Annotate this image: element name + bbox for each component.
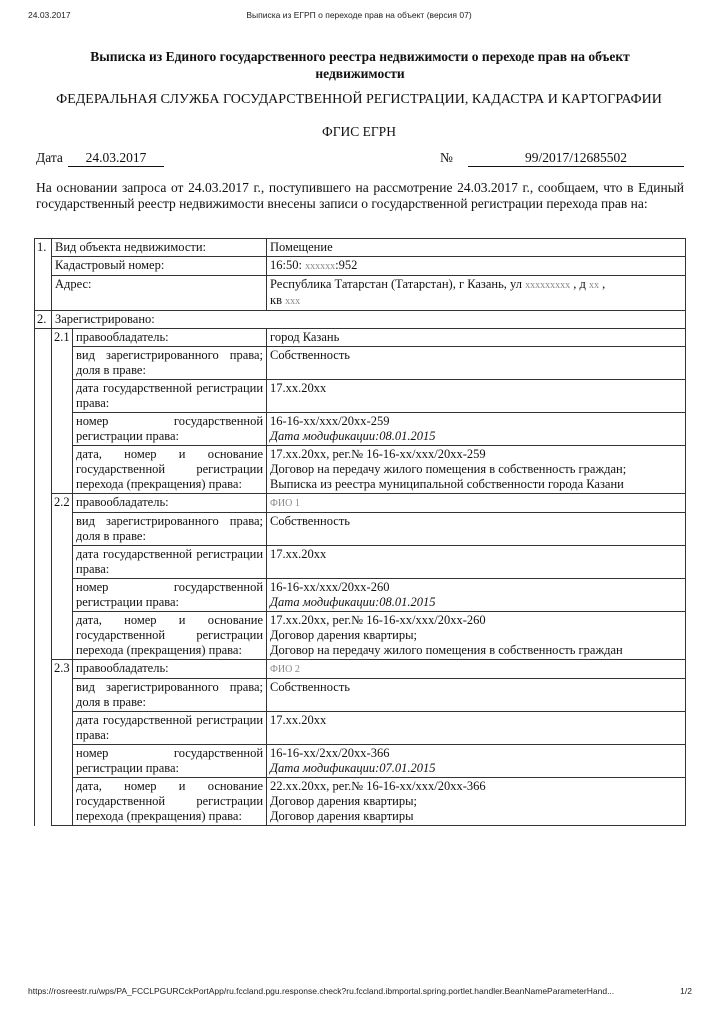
field-label: Кадастровый номер: [52, 257, 267, 276]
cadastral-value [267, 257, 686, 276]
modification-date: Дата модификации:08.01.2015 [270, 595, 436, 609]
reg-number-value: 16-16-xx/xxx/20xx-260 [270, 580, 390, 594]
basis-cell [267, 446, 686, 494]
cadastral-row [35, 257, 686, 276]
field-label: правообладатель: [73, 329, 267, 347]
basis-document: Договор на передачу жилого помещения в собственность граждан; [270, 462, 627, 476]
agency-name: ФЕДЕРАЛЬНАЯ СЛУЖБА ГОСУДАРСТВЕННОЙ РЕГИСТРАЦИИ, КАДАСТРА И КАРТОГРАФИИ [56, 92, 662, 107]
right-type-row [35, 679, 686, 712]
date-value: 24.03.2017 [68, 150, 164, 167]
reg-date-row [35, 712, 686, 745]
field-label: дата, номер и основание государственной регистрации перехода (прекращения) права: [73, 612, 267, 660]
field-label: номер государственной регистрации права: [73, 413, 267, 446]
basis-document: Договор на передачу жилого помещения в собственность граждан [270, 643, 623, 657]
field-label: правообладатель: [73, 660, 267, 679]
holder-value: город Казань [267, 329, 686, 347]
number-value: 99/2017/12685502 [468, 150, 684, 167]
print-date: 24.03.2017 [28, 10, 71, 20]
print-footer [0, 986, 718, 1000]
modification-date: Дата модификации:07.01.2015 [270, 761, 436, 775]
field-label: номер государственной регистрации права: [73, 745, 267, 778]
cadastral-prefix: 16:50: [270, 258, 302, 272]
date-label: Дата [36, 150, 63, 165]
object-type-row [35, 239, 686, 257]
masked-name: ФИО 1 [270, 498, 300, 509]
reg-number-row [35, 413, 686, 446]
masked-text: xxx [285, 296, 301, 307]
reg-number-value: 16-16-xx/xxx/20xx-259 [270, 414, 390, 428]
registered-header-row [35, 311, 686, 329]
number-label: № [440, 150, 453, 165]
field-label: дата государственной регистрации права: [73, 712, 267, 745]
basis-document: Договор дарения квартиры; [270, 628, 417, 642]
intro-text: На основании запроса от 24.03.2017 г., поступившего на рассмотрение 24.03.2017 г., сообщаем, что в Единый государственный реестр недвижимости внесены записи о государственной регистрации перехода прав на: [36, 180, 684, 211]
address-text: Республика Татарстан (Татарстан), г Казань, ул [270, 277, 522, 291]
basis-line: 17.xx.20xx, рег.№ 16-16-xx/xxx/20xx-259 [270, 447, 486, 461]
section-number: 2. [35, 311, 52, 329]
field-label: дата государственной регистрации права: [73, 546, 267, 579]
basis-line: 22.xx.20xx, рег.№ 16-16-xx/xxx/20xx-366 [270, 779, 486, 793]
field-label: Вид объекта недвижимости: [52, 239, 267, 257]
cadastral-suffix: :952 [335, 258, 358, 272]
holder-row [35, 660, 686, 679]
basis-line: 17.xx.20xx, рег.№ 16-16-xx/xxx/20xx-260 [270, 613, 486, 627]
reg-number-row [35, 745, 686, 778]
masked-text: xxxxxx [305, 261, 336, 272]
basis-row [35, 446, 686, 494]
print-title: Выписка из ЕГРП о переходе прав на объект (версия 07) [246, 10, 472, 20]
print-header [0, 10, 718, 24]
entry-number: 2.3 [52, 660, 73, 826]
field-label: Адрес: [52, 276, 267, 311]
holder-row [35, 494, 686, 513]
basis-cell [267, 778, 686, 826]
section-label: Зарегистрировано: [52, 311, 686, 329]
reg-date-value: 17.xx.20xx [267, 380, 686, 413]
basis-row [35, 612, 686, 660]
reg-number-cell [267, 413, 686, 446]
reg-number-value: 16-16-xx/2xx/20xx-366 [270, 746, 390, 760]
system-name: ФГИС ЕГРН [322, 124, 396, 139]
reg-number-cell [267, 579, 686, 612]
reg-date-row [35, 380, 686, 413]
modification-date: Дата модификации:08.01.2015 [270, 429, 436, 443]
holder-row [35, 329, 686, 347]
rights-table [34, 238, 686, 826]
field-label: правообладатель: [73, 494, 267, 513]
right-type-row [35, 347, 686, 380]
field-label: номер государственной регистрации права: [73, 579, 267, 612]
basis-document: Выписка из реестра муниципальной собственности города Казани [270, 477, 624, 491]
reg-date-value: 17.xx.20xx [267, 546, 686, 579]
right-type-value: Собственность [267, 679, 686, 712]
right-type-value: Собственность [267, 513, 686, 546]
right-type-value: Собственность [267, 347, 686, 380]
holder-value [267, 494, 686, 513]
page-number: 1/2 [680, 986, 692, 996]
entry-number: 2.1 [52, 329, 73, 494]
reg-date-row [35, 546, 686, 579]
address-value [267, 276, 686, 311]
basis-cell [267, 612, 686, 660]
right-type-row [35, 513, 686, 546]
address-row [35, 276, 686, 311]
reg-number-row [35, 579, 686, 612]
entry-number: 2.2 [52, 494, 73, 660]
address-text: кв [270, 293, 282, 307]
basis-row [35, 778, 686, 826]
basis-document: Договор дарения квартиры [270, 809, 414, 823]
masked-text: xxxxxxxxx [525, 280, 571, 291]
holder-value [267, 660, 686, 679]
section-number: 1. [35, 239, 52, 311]
reg-date-value: 17.xx.20xx [267, 712, 686, 745]
print-url: https://rosreestr.ru/wps/PA_FCCLPGURCckPortApp/ru.fccland.pgu.response.check?ru.fccland.ibmportal.spring.portlet.handler.BeanNameParameterHand... [28, 986, 615, 996]
address-text: , д [573, 277, 586, 291]
address-text: , [602, 277, 606, 291]
masked-text: xx [588, 280, 599, 291]
document-title: Выписка из Единого государственного реестра недвижимости о переходе прав на объект недвижимости [90, 49, 630, 81]
field-value: Помещение [267, 239, 686, 257]
field-label: дата, номер и основание государственной регистрации перехода (прекращения) права: [73, 778, 267, 826]
field-label: дата государственной регистрации права: [73, 380, 267, 413]
field-label: дата, номер и основание государственной регистрации перехода (прекращения) права: [73, 446, 267, 494]
field-label: вид зарегистрированного права; доля в праве: [73, 513, 267, 546]
field-label: вид зарегистрированного права; доля в праве: [73, 679, 267, 712]
reg-number-cell [267, 745, 686, 778]
field-label: вид зарегистрированного права; доля в праве: [73, 347, 267, 380]
basis-document: Договор дарения квартиры; [270, 794, 417, 808]
masked-name: ФИО 2 [270, 664, 300, 675]
